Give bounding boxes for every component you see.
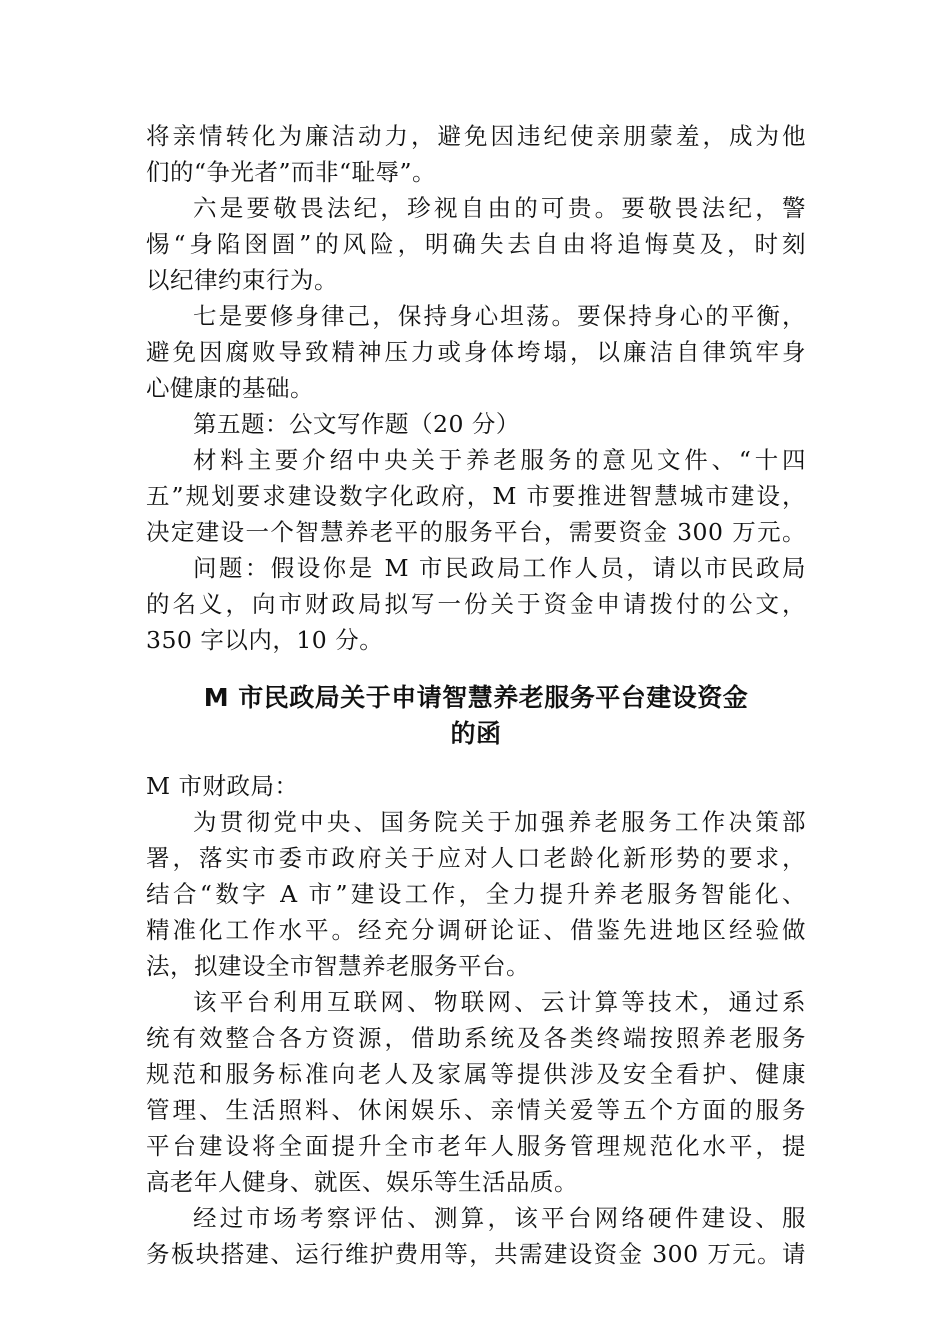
text-line: 精准化工作水平。经充分调研论证、借鉴先进地区经验做 bbox=[146, 916, 806, 944]
text-line: 该平台利用互联网、物联网、云计算等技术，通过系 bbox=[193, 988, 806, 1016]
text-line: 结合“数字 A 市”建设工作，全力提升养老服务智能化、 bbox=[146, 880, 806, 908]
title-line: M 市民政局关于申请智慧养老服务平台建设资金 bbox=[203, 683, 749, 712]
text-line: 经过市场考察评估、测算，该平台网络硬件建设、服 bbox=[193, 1204, 806, 1232]
paragraph-family-integrity bbox=[146, 118, 806, 190]
paragraph-material bbox=[146, 442, 806, 550]
text-line: 管理、生活照料、休闲娱乐、亲情关爱等五个方面的服务 bbox=[146, 1096, 806, 1124]
document-page bbox=[146, 118, 806, 1272]
paragraph-funding bbox=[146, 1200, 806, 1272]
text-line: 材料主要介绍中央关于养老服务的意见文件、“十四 bbox=[193, 446, 806, 474]
text-line: 规范和服务标准向老人及家属等提供涉及安全看护、健康 bbox=[146, 1060, 806, 1088]
text-line: 以纪律约束行为。 bbox=[146, 266, 338, 294]
text-line: 统有效整合各方资源，借助系统及各类终端按照养老服务 bbox=[146, 1024, 806, 1052]
text-line: 七是要修身律己，保持身心坦荡。要保持身心的平衡， bbox=[193, 302, 806, 330]
text-line: 们的“争光者”而非“耻辱”。 bbox=[146, 158, 437, 186]
paragraph-background bbox=[146, 804, 806, 984]
text-line: 六是要敬畏法纪，珍视自由的可贵。要敬畏法纪，警 bbox=[193, 194, 806, 222]
document-title bbox=[146, 680, 806, 752]
title-line: 的函 bbox=[450, 719, 502, 748]
salutation bbox=[146, 768, 806, 804]
text-line: 平台建设将全面提升全市老年人服务管理规范化水平，提 bbox=[146, 1132, 806, 1160]
text-line: 的名义，向市财政局拟写一份关于资金申请拨付的公文， bbox=[146, 590, 806, 618]
text-line: 高老年人健身、就医、娱乐等生活品质。 bbox=[146, 1168, 578, 1196]
question-five-heading bbox=[146, 406, 806, 442]
text-line: 惕“身陷囹圄”的风险，明确失去自由将追悔莫及，时刻 bbox=[146, 230, 806, 258]
text-line: M 市财政局： bbox=[146, 772, 299, 800]
text-line: 心健康的基础。 bbox=[146, 374, 314, 402]
text-line: 决定建设一个智慧养老平的服务平台，需要资金 300 万元。 bbox=[146, 518, 806, 546]
text-line: 五”规划要求建设数字化政府，M 市要推进智慧城市建设， bbox=[146, 482, 806, 510]
text-line: 为贯彻党中央、国务院关于加强养老服务工作决策部 bbox=[193, 808, 806, 836]
text-line: 问题：假设你是 M 市民政局工作人员，请以市民政局 bbox=[193, 554, 806, 582]
text-line: 350 字以内，10 分。 bbox=[146, 626, 384, 654]
paragraph-platform-description bbox=[146, 984, 806, 1200]
text-line: 务板块搭建、运行维护费用等，共需建设资金 300 万元。请 bbox=[146, 1240, 806, 1268]
paragraph-point-six bbox=[146, 190, 806, 298]
paragraph-question bbox=[146, 550, 806, 658]
paragraph-point-seven bbox=[146, 298, 806, 406]
text-line: 第五题：公文写作题（20 分） bbox=[193, 410, 520, 438]
text-line: 避免因腐败导致精神压力或身体垮塌，以廉洁自律筑牢身 bbox=[146, 338, 806, 366]
text-line: 将亲情转化为廉洁动力，避免因违纪使亲朋蒙羞，成为他 bbox=[146, 122, 806, 150]
text-line: 署，落实市委市政府关于应对人口老龄化新形势的要求， bbox=[146, 844, 806, 872]
text-line: 法，拟建设全市智慧养老服务平台。 bbox=[146, 952, 530, 980]
